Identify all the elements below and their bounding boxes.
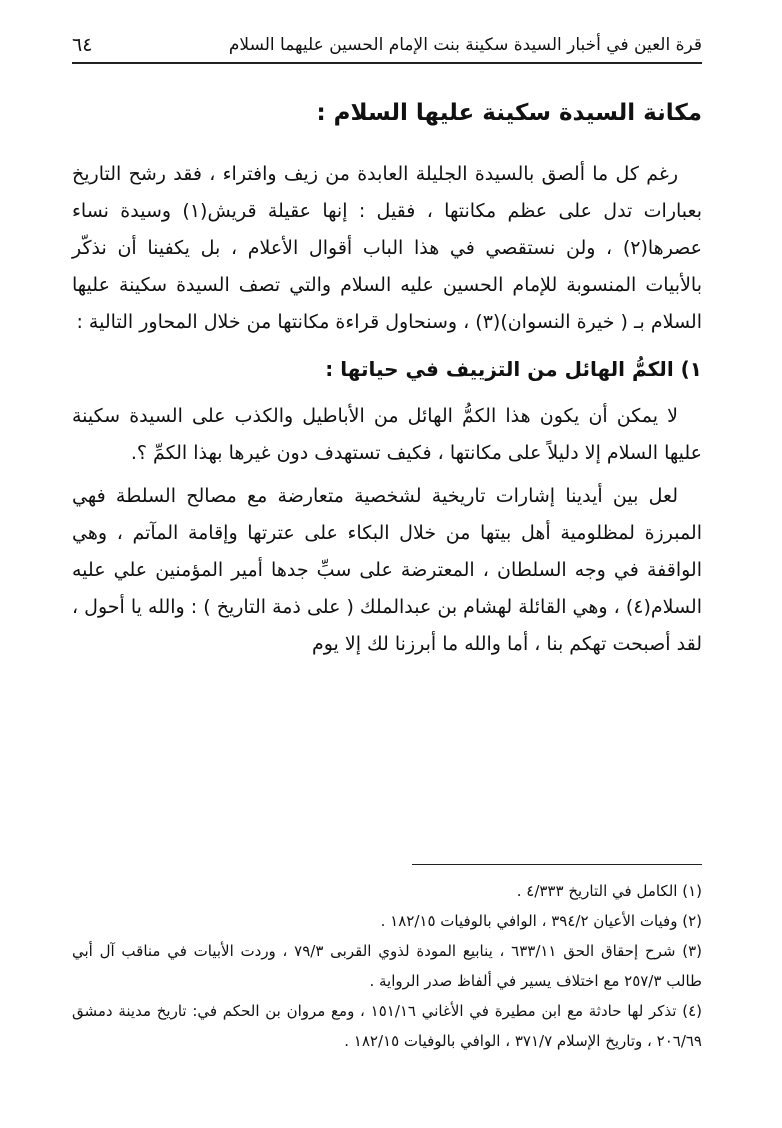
book-page [72,28,702,1100]
running-header [72,28,702,64]
paragraph-fabrication: لا يمكن أن يكون هذا الكمُّ الهائل من الأباطيل والكذب على السيدة سكينة عليها السلام إلا دليلاً على مكانتها ، فكيف تستهدف دون غيرها بهذا الكمِّ ؟. [72,405,702,464]
paragraph-historical-signs: لعل بين أيدينا إشارات تاريخية لشخصية متعارضة مع مصالح السلطة فهي المبرزة لمظلومية أهل بيتها من خلال البكاء على عترتها وإقامة المآتم ، وهي الواقفة في وجه السلطان ، المعترضة على سبِّ جدها أمير المؤمنين علي عليه السلام(٤) ، وهي القائلة لهشام بن عبدالملك ( على ذمة التاريخ ) : والله يا أحول ، لقد أصبحت تهكم بنا ، أما والله ما أبرزنا لك إلا يوم [72,485,702,655]
footnote-1: (١) الكامل في التاريخ ٤/٣٣٣ . [516,882,702,900]
main-text [72,156,702,669]
book-title: قرة العين في أخبار السيدة سكينة بنت الإمام الحسين عليهما السلام [228,35,702,55]
footnotes [72,876,702,1056]
footnote-3: (٣) شرح إحقاق الحق ٦٣٣/١١ ، ينابيع المودة لذوي القربى ٧٩/٣ ، وردت الأبيات في مناقب آل أبي طالب ٢٥٧/٣ مع اختلاف يسير في ألفاظ صدر الرواية . [72,942,702,990]
footnote-4: (٤) تذكر لها حادثة مع ابن مطيرة في الأغاني ١٥١/١٦ ، ومع مروان بن الحكم في: تاريخ مدينة دمشق ٢٠٦/٦٩ ، وتاريخ الإسلام ٣٧١/٧ ، الوافي بالوفيات ١٨٢/١٥ . [72,1002,702,1050]
page-number: ٦٤ [72,34,93,56]
footnote-2: (٢) وفيات الأعيان ٣٩٤/٢ ، الوافي بالوفيات ١٨٢/١٥ . [380,912,702,930]
section-heading: مكانة السيدة سكينة عليها السلام : [316,100,702,126]
subheading-fabrication: ١) الكمُّ الهائل من التزييف في حياتها : [325,357,702,381]
footnote-divider [412,864,702,865]
paragraph-intro: رغم كل ما ألصق بالسيدة الجليلة العابدة من زيف وافتراء ، فقد رشح التاريخ بعبارات تدل على عظم مكانتها ، فقيل : إنها عقيلة قريش(١) وسيدة نساء عصرها(٢) ، ولن نستقصي في هذا الباب أقوال الأعلام ، بل يكفينا أن نذكّر بالأبيات المنسوبة للإمام الحسين عليه السلام والتي تصف السيدة سكينة عليها السلام بـ ( خيرة النسوان)(٣) ، وسنحاول قراءة مكانتها من خلال المحاور التالية : [72,163,702,333]
